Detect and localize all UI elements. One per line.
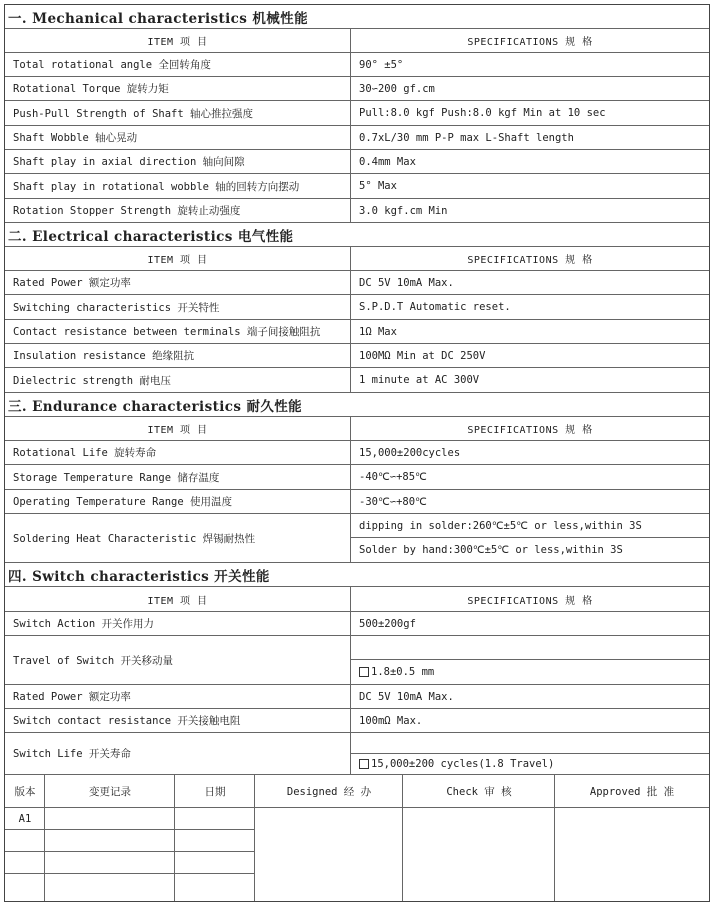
spec-cell: dipping in solder:260℃±5℃ or less,within 3S — [351, 514, 709, 538]
table-row — [5, 101, 709, 126]
table-row — [5, 320, 709, 344]
table-row — [5, 612, 709, 636]
table-row — [5, 685, 709, 709]
spec-cell: DC 5V 10mA Max. — [359, 690, 454, 703]
spec-sheet — [4, 4, 710, 902]
spec-cell: 5° Max — [359, 180, 397, 192]
spec-cell: 100MΩ Min at DC 250V — [359, 349, 486, 362]
column-header-row — [5, 29, 709, 53]
spec-cell: Solder by hand:300℃±5℃ or less,within 3S — [359, 544, 623, 556]
spec-cell: S.P.D.T Automatic reset. — [359, 301, 511, 313]
spec-cell: 90° ±5° — [359, 58, 404, 71]
item-cell: Switch Life 开关寿命 — [5, 733, 351, 774]
section-title-electrical: 二. Electrical characteristics 电气性能 — [5, 223, 709, 247]
table-row — [5, 441, 709, 465]
revision-version-value: A1 — [18, 812, 32, 825]
spec-cell: 500±200gf — [359, 617, 416, 630]
item-cell: Shaft Wobble 轴心晃动 — [5, 126, 351, 149]
spec-cell: 0.4mm Max — [359, 155, 416, 168]
revision-header-check: Check 审 核 — [446, 785, 512, 798]
revision-header-record: 变更记录 — [89, 785, 131, 798]
spec-cell — [351, 733, 709, 754]
spec-cell: 3.0 kgf.cm Min — [359, 204, 448, 217]
item-cell: Switch Action 开关作用力 — [5, 612, 351, 635]
table-row — [5, 709, 709, 733]
item-cell: Rotational Life 旋转寿命 — [5, 441, 351, 464]
item-cell: Rotation Stopper Strength 旋转止动强度 — [5, 199, 351, 222]
column-header-spec: SPECIFICATIONS 规 格 — [467, 255, 593, 266]
spec-cell: 0.7xL/30 mm P-P max L-Shaft length — [359, 131, 574, 144]
column-header-item: ITEM 项 目 — [5, 417, 351, 440]
divider — [5, 851, 255, 852]
item-cell: Insulation resistance 绝缘阻抗 — [5, 344, 351, 367]
table-row — [5, 733, 709, 775]
spec-cell: 1Ω Max — [359, 325, 397, 338]
spec-cell: 15,000±200cycles — [359, 446, 461, 459]
revision-header-version: 版本 — [14, 785, 36, 798]
item-cell: Rotational Torque 旋转力矩 — [5, 77, 351, 100]
revision-header-date: 日期 — [204, 785, 226, 798]
item-cell: Push-Pull Strength of Shaft 轴心推拉强度 — [5, 101, 351, 125]
divider — [5, 873, 255, 874]
item-cell: Contact resistance between terminals 端子间接触阻抗 — [5, 320, 351, 343]
spec-cell: 15,000±200 cycles(1.8 Travel) — [351, 754, 709, 775]
spec-cell: -40℃∽+85℃ — [359, 471, 427, 483]
table-row — [5, 295, 709, 320]
item-cell: Switching characteristics 开关特性 — [5, 295, 351, 319]
table-row — [5, 368, 709, 393]
checkbox-icon — [359, 759, 369, 769]
section-title-endurance: 三. Endurance characteristics 耐久性能 — [5, 393, 709, 417]
column-header-spec: SPECIFICATIONS 规 格 — [467, 425, 593, 436]
table-row — [5, 514, 709, 563]
item-cell: Operating Temperature Range 使用温度 — [5, 490, 351, 513]
spec-cell: 30∽200 gf.cm — [359, 82, 435, 95]
spec-cell: 1 minute at AC 300V — [359, 374, 480, 386]
spec-cell: 1.8±0.5 mm — [351, 660, 709, 684]
column-header-row — [5, 247, 709, 271]
spec-cell: Pull:8.0 kgf Push:8.0 kgf Min at 10 sec — [359, 107, 606, 119]
divider — [5, 829, 255, 830]
column-header-spec: SPECIFICATIONS 规 格 — [467, 595, 593, 607]
divider — [5, 807, 709, 808]
item-cell: Total rotational angle 全回转角度 — [5, 53, 351, 76]
item-cell: Dielectric strength 耐电压 — [5, 368, 351, 392]
column-header-item: ITEM 项 目 — [5, 587, 351, 611]
revision-header-designed: Designed 经 办 — [286, 785, 372, 798]
item-cell: Storage Temperature Range 储存温度 — [5, 465, 351, 489]
table-row — [5, 77, 709, 101]
column-header-row — [5, 587, 709, 612]
column-header-item: ITEM 项 目 — [5, 247, 351, 270]
column-header-spec: SPECIFICATIONS 规 格 — [467, 37, 593, 48]
table-row — [5, 465, 709, 490]
table-row — [5, 126, 709, 150]
item-cell: Travel of Switch 开关移动量 — [5, 636, 351, 684]
item-cell: Switch contact resistance 开关接触电阻 — [5, 709, 351, 732]
item-cell: Shaft play in axial direction 轴向间隙 — [5, 150, 351, 173]
table-row — [5, 174, 709, 199]
spec-cell — [351, 636, 709, 660]
table-row — [5, 199, 709, 223]
revision-block — [5, 775, 709, 901]
item-cell: Shaft play in rotational wobble 轴的回转方向摆动 — [5, 174, 351, 198]
spec-cell: DC 5V 10mA Max. — [359, 276, 454, 289]
revision-header-approved: Approved 批 准 — [589, 785, 675, 798]
table-row — [5, 53, 709, 77]
spec-cell: -30℃∽+80℃ — [359, 495, 427, 508]
column-header-item: ITEM 项 目 — [5, 29, 351, 52]
item-cell: Rated Power 额定功率 — [5, 271, 351, 294]
item-cell: Soldering Heat Characteristic 焊锡耐热性 — [5, 514, 351, 562]
table-row — [5, 636, 709, 685]
column-header-row — [5, 417, 709, 441]
table-row — [5, 271, 709, 295]
table-row — [5, 344, 709, 368]
section-title-mechanical: 一. Mechanical characteristics 机械性能 — [5, 5, 709, 29]
table-row — [5, 490, 709, 514]
spec-cell: 100mΩ Max. — [359, 714, 423, 727]
item-cell: Rated Power 额定功率 — [5, 685, 351, 708]
section-title-switch: 四. Switch characteristics 开关性能 — [5, 563, 709, 587]
checkbox-icon — [359, 667, 369, 677]
table-row — [5, 150, 709, 174]
